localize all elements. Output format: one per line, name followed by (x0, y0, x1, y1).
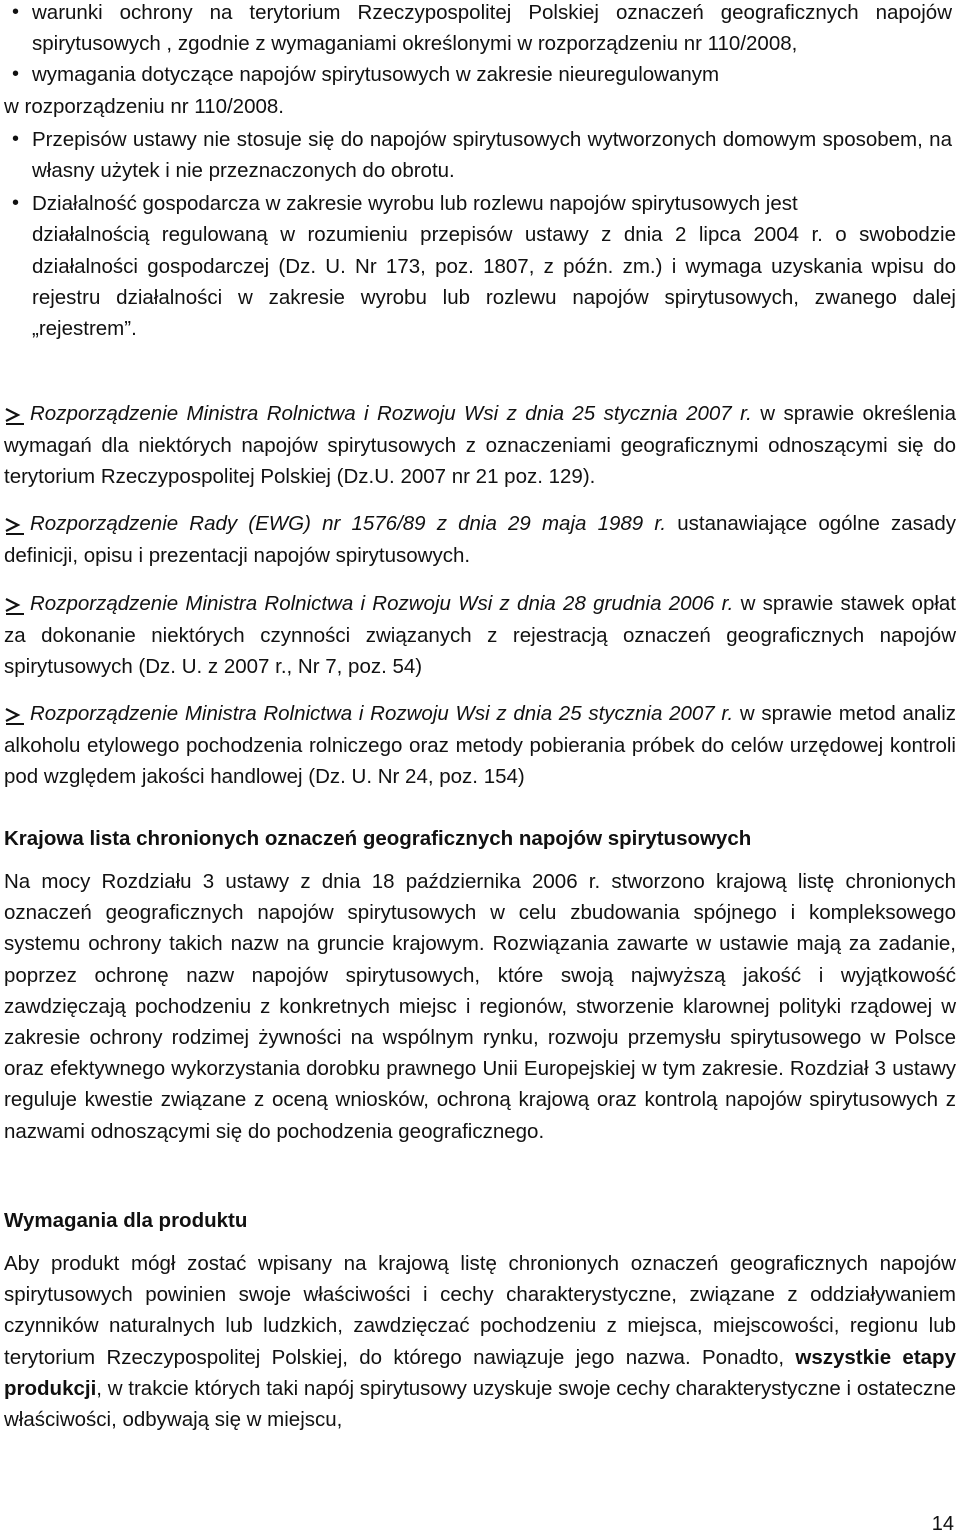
bullet-dot-icon: • (12, 127, 20, 150)
bullet-item (4, 188, 956, 219)
bullet-list (4, 0, 956, 344)
regulation-description: w sprawie metod analiz alkoholu etylowego pochodzenia rolniczego oraz metody pobierania próbek do celów urzędowej kontroli pod względem jakości handlowej (Dz. U. Nr 24, poz. 154) (4, 702, 957, 788)
section-paragraph (4, 1248, 956, 1435)
bullet-text: Przepisów ustawy nie stosuje się do napojów spirytusowych wytworzonych domowym sposobem, na własny użytek i nie przeznaczonych do obrotu. (32, 127, 952, 183)
regulation-reference (4, 398, 956, 493)
bullet-text: warunki ochrony na terytorium Rzeczypospolitej Polskiej oznaczeń geograficznych napojów spirytusowych , zgodnie z wymaganiami określonymi w rozporządzeniu nr 110/2008, (32, 1, 952, 56)
regulation-title: Rozporządzenie Ministra Rolnictwa i Rozwoju Wsi z dnia 25 stycznia 2007 r. (30, 702, 734, 725)
regulation-reference (4, 698, 956, 793)
regulation-title: Rozporządzenie Rady (EWG) nr 1576/89 z dnia 29 maja 1989 r. (30, 512, 667, 535)
arrow-right-icon (4, 405, 30, 425)
page-number: 14 (931, 1513, 954, 1535)
bullet-dot-icon: • (12, 63, 20, 86)
regulation-reference (4, 588, 956, 683)
paragraph-text: , w trakcie których taki napój spirytusowy uzyskuje swoje cechy charakterystyczne i ostateczne właściwości, odbywają się w miejscu, (4, 1376, 956, 1432)
regulation-description: ustanawiające ogólne zasady definicji, opisu i prezentacji napojów spirytusowych. (4, 512, 956, 567)
bullet-item (4, 0, 956, 59)
bullet-item (4, 124, 956, 186)
arrow-right-icon (4, 595, 30, 615)
bullet-text: Działalność gospodarcza w zakresie wyrobu lub rozlewu napojów spirytusowych jest (32, 192, 798, 216)
regulation-description: w sprawie określenia wymagań dla niektórych napojów spirytusowych z oznaczeniami geograficznymi odnoszącymi się do terytorium Rzeczypospolitej Polskiej (Dz.U. 2007 nr 21 poz. 129). (4, 402, 956, 488)
paragraph-emphasis: wszystkie etapy produkcji (4, 1345, 956, 1400)
bullet-item (4, 59, 956, 90)
regulation-title: Rozporządzenie Ministra Rolnictwa i Rozwoju Wsi z dnia 25 stycznia 2007 r. (30, 402, 752, 425)
section-heading: Krajowa lista chronionych oznaczeń geograficznych napojów spirytusowych (4, 827, 752, 850)
arrow-right-icon (4, 705, 30, 725)
bullet-text: wymagania dotyczące napojów spirytusowych w zakresie nieuregulowanym (32, 63, 720, 87)
section-paragraph: Na mocy Rozdziału 3 ustawy z dnia 18 października 2006 r. stworzono krajową listę chronionych oznaczeń geograficznych napojów spirytusowych w celu zbudowania spójnego i kompleksowego systemu ochrony takich nazw na gruncie krajowym. Rozwiązania zawarte w ustawie mają za zadanie, poprzez ochronę nazw napojów spirytusowych, które swoją najwyższą jakość i wyjątkowość zawdzięczają pochodzeniu z konkretnych miejsc i regionów, stworzenie klarownej polityki rządowej w zakresie ochrony rodzimej żywności na wspólnym rynku, rozwoju przemysłu spirytusowego w Polsce oraz efektywnego wykorzystania dorobku prawnego Unii Europejskiej w tym zakresie. Rozdział 3 ustawy reguluje kwestie związane z oceną wniosków, ochroną krajową oraz kontrolą napojów spirytusowych z nazwami odnoszącymi się do pochodzenia geograficznego. (4, 870, 956, 1143)
regulation-title: Rozporządzenie Ministra Rolnictwa i Rozwoju Wsi z dnia 28 grudnia 2006 r. (30, 592, 734, 615)
paragraph-text: Aby produkt mógł zostać wpisany na krajową listę chronionych oznaczeń geograficznych napojów spirytusowych powinien swoje właściwości i cechy charakterystyczne, związane z oddziaływaniem czynników naturalnych lub ludzkich, zawdzięczać pochodzeniu z miejsca, miejscowości, regionu lub terytorium Rzeczypospolitej Polskiej, do którego nawiązuje jego nazwa. Ponadto, (4, 1252, 956, 1369)
regulation-description: w sprawie stawek opłat za dokonanie niektórych czynności związanych z rejestracją oznaczeń geograficznych napojów spirytusowych (Dz. U. z 2007 r., Nr 7, poz. 54) (4, 592, 956, 678)
bullet-continuation: działalnością regulowaną w rozumieniu przepisów ustawy z dnia 2 lipca 2004 r. o swobodzie działalności gospodarczej (Dz. U. Nr 173, poz. 1807, z późn. zm.) i wymaga uzyskania wpisu do rejestru działalności w zakresie wyrobu lub rozlewu napojów spirytusowych, zwanego dalej „rejestrem”. (32, 223, 956, 341)
bullet-dot-icon: • (12, 1, 20, 23)
regulation-reference (4, 508, 956, 571)
arrow-right-icon (4, 515, 30, 535)
section-heading: Wymagania dla produktu (4, 1209, 248, 1232)
bullet-continuation: w rozporządzeniu nr 110/2008. (4, 94, 284, 118)
bullet-dot-icon: • (12, 192, 20, 215)
